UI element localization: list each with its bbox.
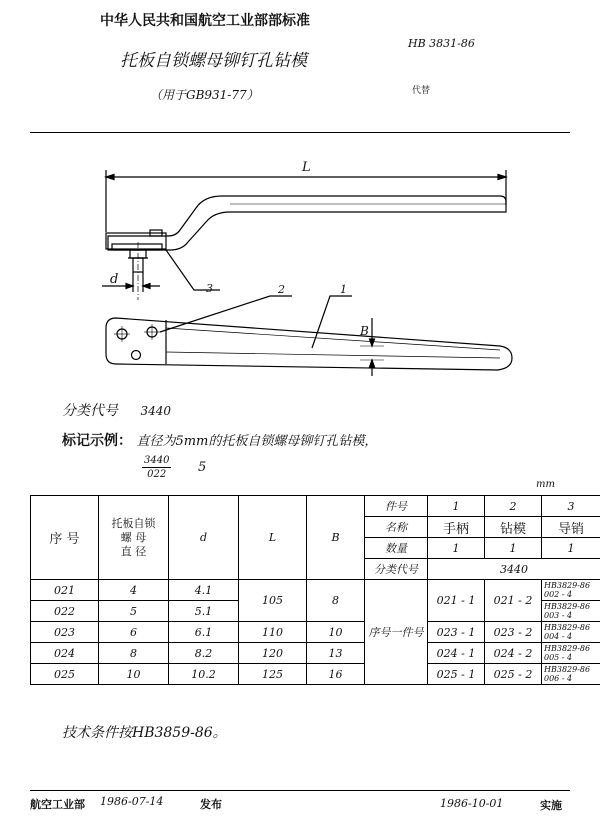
part-no-2: 2 bbox=[485, 496, 542, 517]
table-row-seq: 024 bbox=[31, 643, 99, 664]
part-name-3: 导销 bbox=[542, 517, 600, 538]
part-no-1: 1 bbox=[428, 496, 485, 517]
table-row-seq: 023 bbox=[31, 622, 99, 643]
header-nut-dia bbox=[99, 496, 169, 580]
header-name: 名称 bbox=[365, 517, 428, 538]
page-subtitle: （用于GB931-77） bbox=[150, 88, 259, 102]
marking-code-suffix: 5 bbox=[198, 460, 207, 475]
drill-jig-drawing bbox=[0, 150, 600, 380]
table-row-guide: HB3829-86 002 - 4 bbox=[542, 580, 600, 601]
replaces-label: 代替 bbox=[412, 86, 431, 96]
table-row-part2: 023 - 2 bbox=[485, 622, 542, 643]
header-rule bbox=[30, 132, 570, 133]
table-row-L: 125 bbox=[239, 664, 307, 685]
footer-rule bbox=[30, 790, 570, 791]
table-row-part1: 025 - 1 bbox=[428, 664, 485, 685]
part-no-3: 3 bbox=[542, 496, 600, 517]
header-seq: 序 号 bbox=[31, 496, 99, 580]
table-row-L: 105 bbox=[239, 580, 307, 622]
classification-value: 3440 bbox=[140, 404, 171, 418]
table-row-seq: 022 bbox=[31, 601, 99, 622]
dim-L-label: L bbox=[302, 160, 311, 175]
header-nut-dia-2: 螺 母 bbox=[120, 530, 147, 544]
part-name-1: 手柄 bbox=[428, 517, 485, 538]
callout-3: 3 bbox=[206, 282, 213, 295]
table-row-nut: 5 bbox=[99, 601, 169, 622]
header-nut-dia-1: 托板自锁 bbox=[111, 516, 156, 530]
table-row-part1: 023 - 1 bbox=[428, 622, 485, 643]
callout-2: 2 bbox=[278, 283, 285, 296]
table-row-B: 8 bbox=[307, 580, 365, 622]
unit-label: mm bbox=[536, 479, 555, 490]
table-row-part2: 024 - 2 bbox=[485, 643, 542, 664]
footer-impl-date: 1986-10-01 bbox=[440, 797, 504, 810]
marking-example bbox=[62, 430, 377, 450]
table-row-part1: 021 - 1 bbox=[428, 580, 485, 622]
table-row-nut: 8 bbox=[99, 643, 169, 664]
footer-impl-label: 实施 bbox=[540, 799, 562, 812]
table-row-seq: 021 bbox=[31, 580, 99, 601]
table-row-d: 6.1 bbox=[169, 622, 239, 643]
header-class-code: 分类代号 bbox=[365, 559, 428, 580]
header-B: B bbox=[307, 496, 365, 580]
part-name-2: 钻模 bbox=[485, 517, 542, 538]
marking-code-top: 3440 bbox=[144, 455, 170, 466]
table-row-L: 120 bbox=[239, 643, 307, 664]
part-qty-2: 1 bbox=[485, 538, 542, 559]
table-row-d: 4.1 bbox=[169, 580, 239, 601]
marking-example-text: 直径为5mm的托板自锁螺母铆钉孔钻模， bbox=[136, 434, 378, 449]
marking-example-label: 标记示例： bbox=[62, 433, 132, 449]
org-standard: 中华人民共和国航空工业部部标准 bbox=[100, 13, 310, 29]
table-row-d: 8.2 bbox=[169, 643, 239, 664]
part-qty-3: 1 bbox=[542, 538, 600, 559]
table-row-guide: HB3829-86 006 - 4 bbox=[542, 664, 600, 685]
page-title: 托板自锁螺母铆钉孔钻模 bbox=[120, 51, 307, 71]
marking-code bbox=[142, 454, 171, 481]
table-row-B: 10 bbox=[307, 622, 365, 643]
marking-code-bottom: 022 bbox=[147, 469, 167, 480]
part-qty-1: 1 bbox=[428, 538, 485, 559]
table-row-seq: 025 bbox=[31, 664, 99, 685]
dim-B-label: B bbox=[360, 324, 369, 338]
footer-issuer: 航空工业部 bbox=[30, 798, 85, 811]
table-row-L: 110 bbox=[239, 622, 307, 643]
header-part-no: 件号 bbox=[365, 496, 428, 517]
classification-label: 分类代号 bbox=[62, 403, 118, 419]
table-row-B: 13 bbox=[307, 643, 365, 664]
table-row-part2: 025 - 2 bbox=[485, 664, 542, 685]
classification-line bbox=[62, 400, 171, 420]
table-row-part2: 021 - 2 bbox=[485, 580, 542, 622]
spec-table bbox=[30, 495, 600, 685]
callout-1: 1 bbox=[340, 283, 347, 296]
table-row-guide: HB3829-86 003 - 4 bbox=[542, 601, 600, 622]
table-row-nut: 6 bbox=[99, 622, 169, 643]
header-nut-dia-3: 直 径 bbox=[120, 544, 147, 558]
table-row-nut: 10 bbox=[99, 664, 169, 685]
table-row-d: 10.2 bbox=[169, 664, 239, 685]
footer-issue-label: 发布 bbox=[200, 798, 222, 811]
header-d: d bbox=[169, 496, 239, 580]
table-row-guide: HB3829-86 005 - 4 bbox=[542, 643, 600, 664]
footer-issue-date: 1986-07-14 bbox=[100, 795, 164, 808]
header-qty: 数量 bbox=[365, 538, 428, 559]
table-row-part1: 024 - 1 bbox=[428, 643, 485, 664]
table-row-nut: 4 bbox=[99, 580, 169, 601]
standard-number: HB 3831-86 bbox=[408, 37, 475, 50]
table-row-guide: HB3829-86 004 - 4 bbox=[542, 622, 600, 643]
table-row-d: 5.1 bbox=[169, 601, 239, 622]
table-row-B: 16 bbox=[307, 664, 365, 685]
header-seq-part: 序号一件号 bbox=[365, 580, 428, 685]
dim-d-label: d bbox=[110, 272, 119, 287]
tech-condition: 技术条件按HB3859-86。 bbox=[62, 725, 227, 741]
header-L: L bbox=[239, 496, 307, 580]
class-code-value: 3440 bbox=[428, 559, 600, 580]
